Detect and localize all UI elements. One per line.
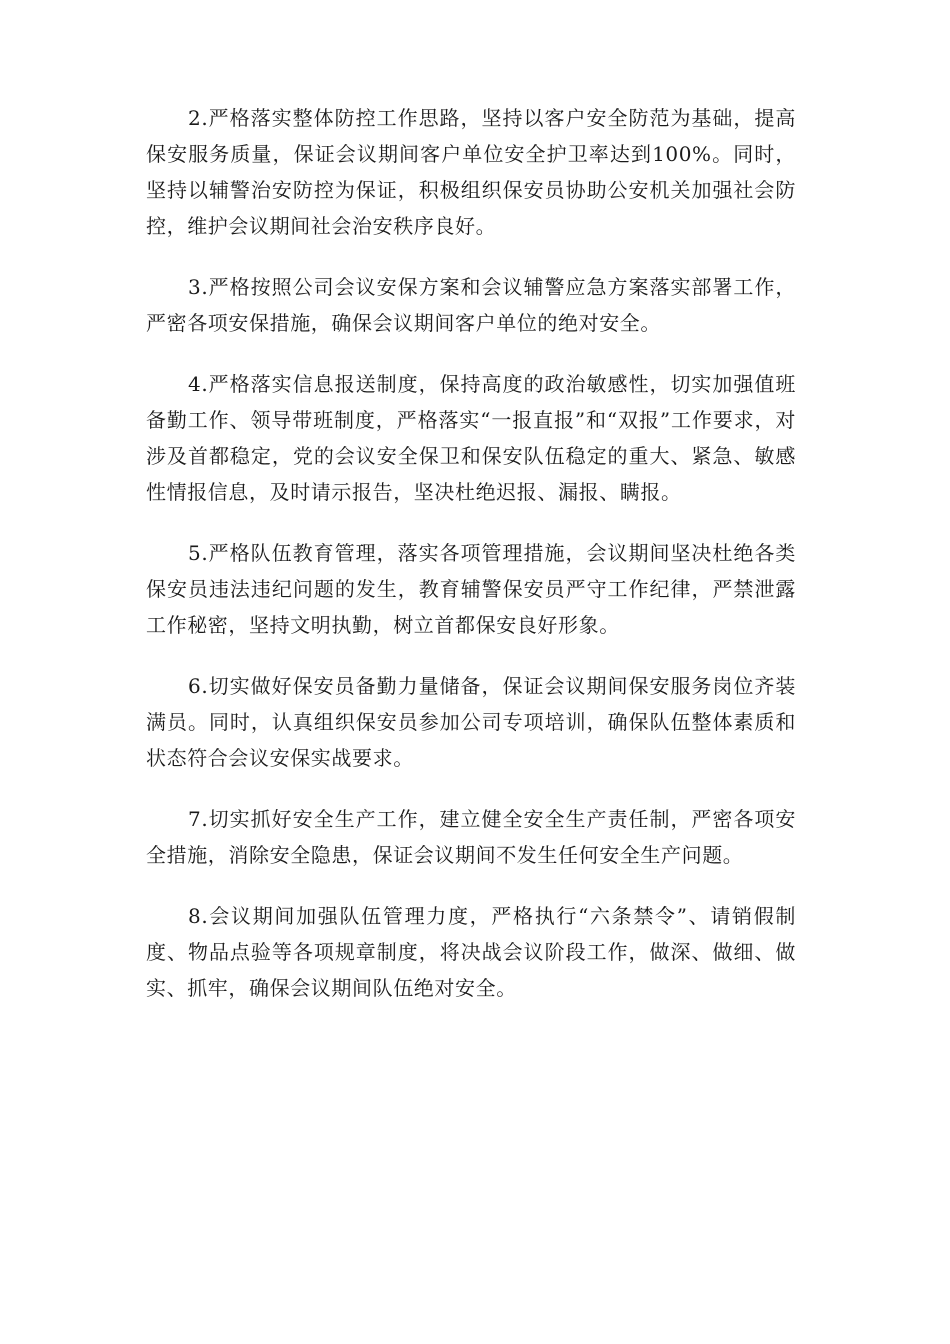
paragraph-item-4: 4.严格落实信息报送制度，保持高度的政治敏感性，切实加强值班备勤工作、领导带班制度，严格落实“一报直报”和“双报”工作要求，对涉及首都稳定，党的会议安全保卫和保安队伍稳定的重大、紧急、敏感性情报信息，及时请示报告，坚决杜绝迟报、漏报、瞒报。 — [146, 372, 796, 504]
paragraph-item-7: 7.切实抓好安全生产工作，建立健全安全生产责任制，严密各项安全措施，消除安全隐患，保证会议期间不发生任何安全生产问题。 — [146, 807, 796, 867]
paragraph-item-3: 3.严格按照公司会议安保方案和会议辅警应急方案落实部署工作，严密各项安保措施，确保会议期间客户单位的绝对安全。 — [146, 275, 796, 335]
paragraph-item-6: 6.切实做好保安员备勤力量储备，保证会议期间保安服务岗位齐装满员。同时，认真组织保安员参加公司专项培训，确保队伍整体素质和状态符合会议安保实战要求。 — [146, 674, 796, 770]
paragraph-item-8: 8.会议期间加强队伍管理力度，严格执行“六条禁令”、请销假制度、物品点验等各项规章制度，将决战会议阶段工作，做深、做细、做实、抓牢，确保会议期间队伍绝对安全。 — [146, 904, 796, 1000]
document-body — [146, 100, 796, 1031]
paragraph-item-5: 5.严格队伍教育管理，落实各项管理措施，会议期间坚决杜绝各类保安员违法违纪问题的发生，教育辅警保安员严守工作纪律，严禁泄露工作秘密，坚持文明执勤，树立首都保安良好形象。 — [146, 541, 796, 637]
paragraph-item-2: 2.严格落实整体防控工作思路，坚持以客户安全防范为基础，提高保安服务质量，保证会议期间客户单位安全护卫率达到100%。同时，坚持以辅警治安防控为保证，积极组织保安员协助公安机关加强社会防控，维护会议期间社会治安秩序良好。 — [146, 106, 796, 238]
